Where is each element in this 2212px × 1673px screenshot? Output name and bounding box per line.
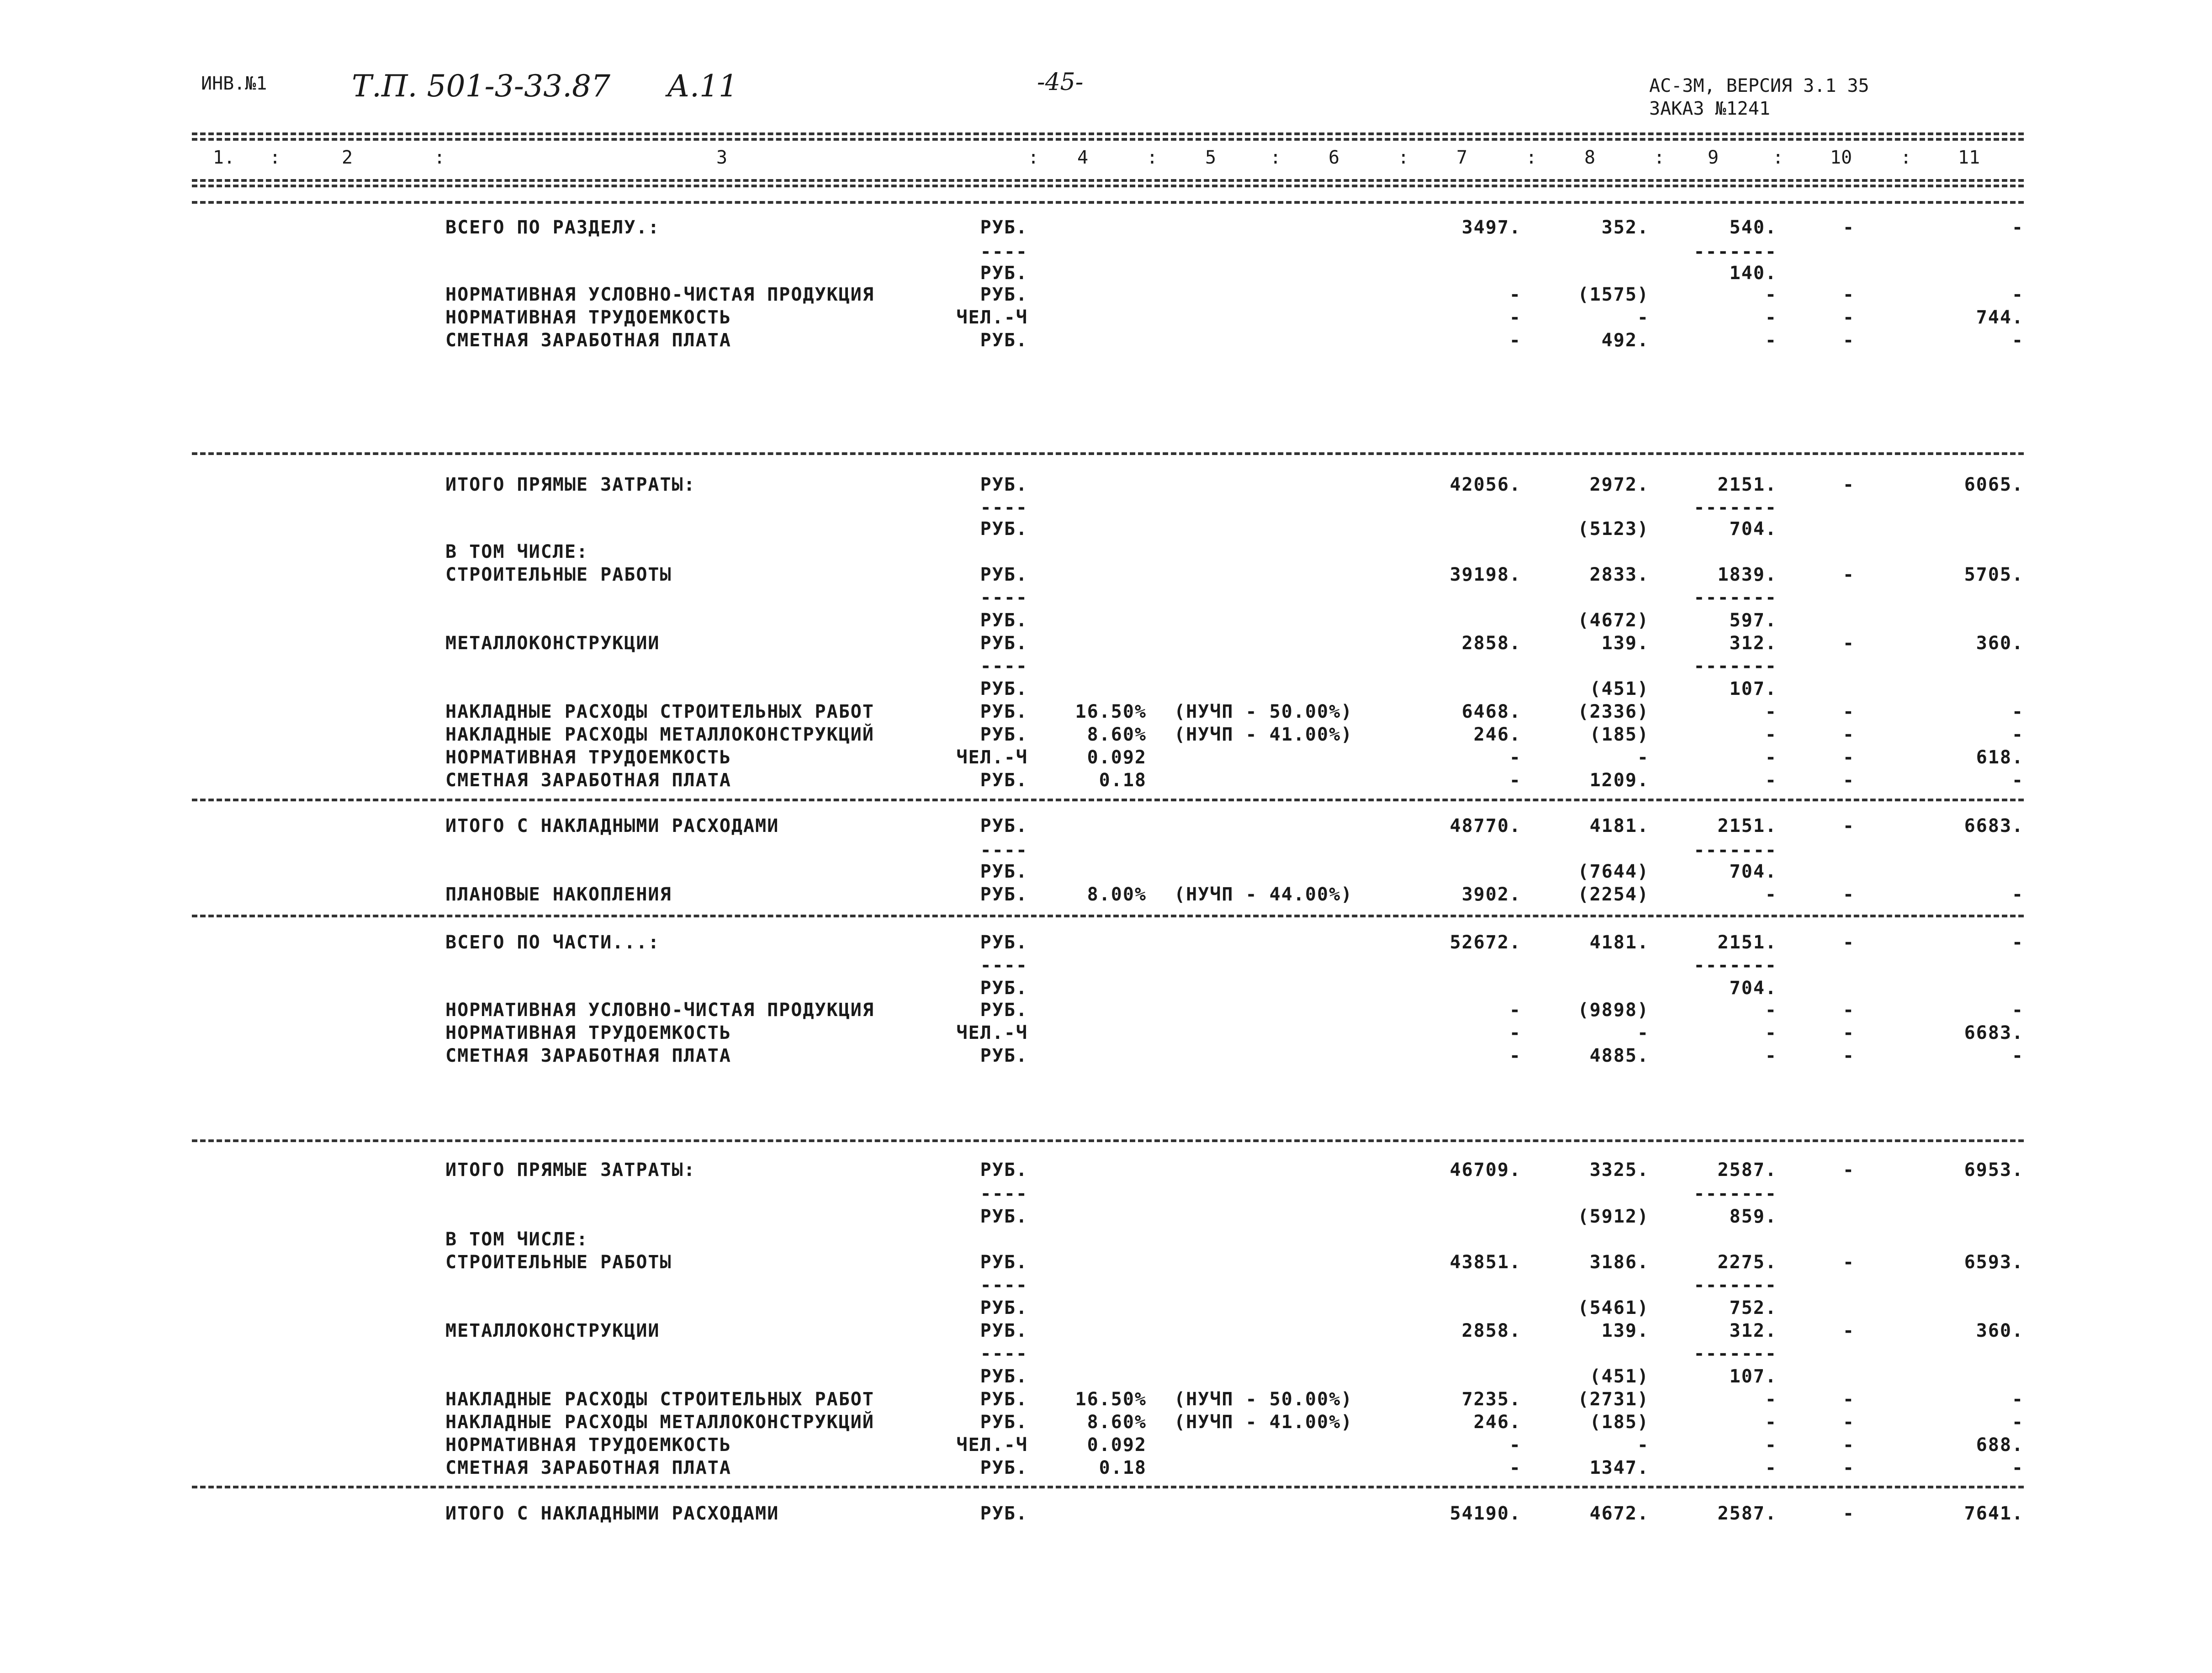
col8-cell: (185) [1589,724,1649,745]
column-separator: : [1398,147,1409,168]
col11-cell: - [2011,884,2024,905]
rate-cell: 0.18 [1099,1457,1147,1478]
header-bottom-rule-2 [192,185,2024,187]
col7-cell: - [1509,1000,1521,1021]
rate-cell: 16.50% [1075,1389,1147,1410]
unit-cell: РУБ. [980,1000,1028,1021]
row-name: ИТОГО С НАКЛАДНЫМИ РАСХОДАМИ [445,1503,779,1524]
col8-cell: - [1637,1022,1649,1043]
rate-cell: 8.60% [1087,1412,1147,1433]
unit-cell: РУБ. [980,770,1028,791]
unit-cell: ---- [980,497,1028,518]
column-header-3: 3 [716,147,728,168]
row-name: ИТОГО ПРЯМЫЕ ЗАТРАТЫ: [445,474,696,495]
column-separator: : [1654,147,1665,168]
col9-cell: 704. [1729,978,1777,999]
col8-cell: (4672) [1577,610,1649,631]
col9-cell: - [1765,1457,1777,1478]
row-name: НОРМАТИВНАЯ ТРУДОЕМКОСТЬ [445,1435,731,1456]
column-header-4: 4 [1077,147,1089,168]
col10-cell: - [1842,474,1855,495]
col9-cell: - [1765,1000,1777,1021]
unit-cell: ---- [980,840,1028,861]
col10-cell: - [1842,884,1855,905]
row-name: СМЕТНАЯ ЗАРАБОТНАЯ ПЛАТА [445,770,731,791]
row-name: НАКЛАДНЫЕ РАСХОДЫ СТРОИТЕЛЬНЫХ РАБОТ [445,1389,874,1410]
unit-cell: ---- [980,656,1028,677]
unit-cell: РУБ. [980,884,1028,905]
col11-cell: 6065. [1964,474,2024,495]
unit-cell: ---- [980,1183,1028,1204]
page-number: -45- [1037,69,1084,96]
row-name: СТРОИТЕЛЬНЫЕ РАБОТЫ [445,564,672,585]
col9-cell: ------- [1693,955,1777,976]
col8-cell: 2972. [1589,474,1649,495]
col9-cell: 2151. [1717,815,1777,836]
row-name: МЕТАЛЛОКОНСТРУКЦИИ [445,633,660,654]
col9-cell: ------- [1693,656,1777,677]
row-name: НОРМАТИВНАЯ ТРУДОЕМКОСТЬ [445,1022,731,1043]
column-separator: : [1028,147,1039,168]
col8-cell: (1575) [1577,284,1649,305]
col8-cell: 2833. [1589,564,1649,585]
col7-cell: 3902. [1461,884,1521,905]
row-name: СМЕТНАЯ ЗАРАБОТНАЯ ПЛАТА [445,1045,731,1066]
col7-cell: 2858. [1461,633,1521,654]
unit-cell: РУБ. [980,678,1028,699]
col9-cell: 2151. [1717,932,1777,953]
nuchp-cell: (НУЧП - 50.00%) [1174,1389,1353,1410]
row-name: ВСЕГО ПО РАЗДЕЛУ.: [445,217,660,238]
col11-cell: 360. [1976,1320,2024,1341]
col11-cell: 6683. [1964,1022,2024,1043]
col8-cell: - [1637,307,1649,328]
col11-cell: 688. [1976,1435,2024,1456]
col8-cell: - [1637,1435,1649,1456]
col7-cell: - [1509,1457,1521,1478]
col11-cell: - [2011,1045,2024,1066]
unit-cell: ---- [980,1275,1028,1296]
unit-cell: ---- [980,241,1028,262]
unit-cell: ЧЕЛ.-Ч [956,747,1028,768]
section-rule [192,799,2024,801]
unit-cell: РУБ. [980,724,1028,745]
unit-cell: ЧЕЛ.-Ч [956,1435,1028,1456]
unit-cell: РУБ. [980,978,1028,999]
project-code: Т.П. 501-3-33.87 [352,69,611,104]
unit-cell: РУБ. [980,1252,1028,1273]
col11-cell: 6683. [1964,815,2024,836]
col7-cell: 2858. [1461,1320,1521,1341]
col10-cell: - [1842,1412,1855,1433]
col9-cell: - [1765,1022,1777,1043]
col11-cell: - [2011,701,2024,722]
unit-cell: ---- [980,1343,1028,1364]
col7-cell: 39198. [1450,564,1521,585]
col8-cell: (185) [1589,1412,1649,1433]
col11-cell: - [2011,284,2024,305]
col8-cell: (2254) [1577,884,1649,905]
col9-cell: 312. [1729,1320,1777,1341]
col9-cell: 2275. [1717,1252,1777,1273]
col7-cell: 46709. [1450,1159,1521,1181]
col7-cell: 7235. [1461,1389,1521,1410]
col9-cell: - [1765,701,1777,722]
col9-cell: - [1765,1389,1777,1410]
col9-cell: - [1765,1435,1777,1456]
col9-cell: 312. [1729,633,1777,654]
column-header-1: 1. [212,147,235,168]
col9-cell: ------- [1693,1343,1777,1364]
column-separator: : [1773,147,1784,168]
system-version: АС-3М, ВЕРСИЯ 3.1 35 [1649,75,1869,96]
unit-cell: РУБ. [980,610,1028,631]
col8-cell: (2731) [1577,1389,1649,1410]
row-name: ИТОГО С НАКЛАДНЫМИ РАСХОДАМИ [445,815,779,836]
col9-cell: 2587. [1717,1503,1777,1524]
row-name: НОРМАТИВНАЯ УСЛОВНО-ЧИСТАЯ ПРОДУКЦИЯ [445,1000,874,1021]
col10-cell: - [1842,770,1855,791]
col9-cell: ------- [1693,497,1777,518]
row-name: В ТОМ ЧИСЛЕ: [445,541,588,562]
unit-cell: РУБ. [980,330,1028,351]
col8-cell: (5123) [1577,519,1649,540]
section-rule [192,915,2024,917]
col7-cell: - [1509,1045,1521,1066]
col7-cell: 54190. [1450,1503,1521,1524]
col10-cell: - [1842,1045,1855,1066]
section-rule [192,452,2024,455]
column-separator: : [270,147,281,168]
col8-cell: 492. [1601,330,1649,351]
row-name: НАКЛАДНЫЕ РАСХОДЫ МЕТАЛЛОКОНСТРУКЦИЙ [445,1412,874,1433]
col8-cell: 4885. [1589,1045,1649,1066]
col7-cell: 48770. [1450,815,1521,836]
col9-cell: - [1765,330,1777,351]
col7-cell: - [1509,1435,1521,1456]
col9-cell: - [1765,307,1777,328]
column-header-7: 7 [1456,147,1468,168]
col10-cell: - [1842,1435,1855,1456]
col11-cell: 618. [1976,747,2024,768]
column-separator: : [1270,147,1281,168]
section-rule [192,1139,2024,1142]
col9-cell: ------- [1693,241,1777,262]
col7-cell: 3497. [1461,217,1521,238]
col8-cell: (451) [1589,1366,1649,1387]
column-header-5: 5 [1205,147,1217,168]
row-name: НАКЛАДНЫЕ РАСХОДЫ СТРОИТЕЛЬНЫХ РАБОТ [445,701,874,722]
col7-cell: 6468. [1461,701,1521,722]
header-bottom-rule [192,179,2024,182]
rate-cell: 0.092 [1087,1435,1147,1456]
col10-cell: - [1842,701,1855,722]
col8-cell: (9898) [1577,1000,1649,1021]
nuchp-cell: (НУЧП - 41.00%) [1174,1412,1353,1433]
col10-cell: - [1842,932,1855,953]
column-header-10: 10 [1830,147,1852,168]
col9-cell: - [1765,724,1777,745]
col10-cell: - [1842,747,1855,768]
col8-cell: (451) [1589,678,1649,699]
unit-cell: РУБ. [980,701,1028,722]
col9-cell: ------- [1693,1275,1777,1296]
col9-cell: 140. [1729,263,1777,284]
unit-cell: РУБ. [980,633,1028,654]
nuchp-cell: (НУЧП - 50.00%) [1174,701,1353,722]
col7-cell: - [1509,284,1521,305]
col10-cell: - [1842,217,1855,238]
col10-cell: - [1842,815,1855,836]
row-name: НАКЛАДНЫЕ РАСХОДЫ МЕТАЛЛОКОНСТРУКЦИЙ [445,724,874,745]
unit-cell: ---- [980,955,1028,976]
unit-cell: РУБ. [980,519,1028,540]
column-header-8: 8 [1584,147,1596,168]
rate-cell: 16.50% [1075,701,1147,722]
nuchp-cell: (НУЧП - 44.00%) [1174,884,1353,905]
col10-cell: - [1842,633,1855,654]
col11-cell: 744. [1976,307,2024,328]
unit-cell: РУБ. [980,932,1028,953]
col11-cell: 360. [1976,633,2024,654]
col7-cell: - [1509,330,1521,351]
rate-cell: 8.60% [1087,724,1147,745]
col8-cell: 4181. [1589,932,1649,953]
col11-cell: - [2011,1412,2024,1433]
col8-cell: 139. [1601,633,1649,654]
unit-cell: РУБ. [980,1206,1028,1227]
row-name: СМЕТНАЯ ЗАРАБОТНАЯ ПЛАТА [445,1457,731,1478]
col10-cell: - [1842,1000,1855,1021]
col10-cell: - [1842,724,1855,745]
col11-cell: - [2011,770,2024,791]
col11-cell: - [2011,217,2024,238]
section-rule [192,201,2024,204]
col9-cell: - [1765,770,1777,791]
col7-cell: - [1509,307,1521,328]
inventory-number: ИНВ.№1 [201,73,267,94]
unit-cell: РУБ. [980,1320,1028,1341]
col10-cell: - [1842,1503,1855,1524]
row-name: НОРМАТИВНАЯ ТРУДОЕМКОСТЬ [445,747,731,768]
unit-cell: РУБ. [980,474,1028,495]
col9-cell: 704. [1729,861,1777,882]
header-top-rule [192,132,2024,135]
unit-cell: РУБ. [980,1297,1028,1318]
row-name: НОРМАТИВНАЯ УСЛОВНО-ЧИСТАЯ ПРОДУКЦИЯ [445,284,874,305]
col10-cell: - [1842,1159,1855,1181]
col7-cell: 246. [1473,724,1521,745]
unit-cell: РУБ. [980,1389,1028,1410]
column-header-6: 6 [1328,147,1340,168]
col7-cell: - [1509,1022,1521,1043]
row-name: ПЛАНОВЫЕ НАКОПЛЕНИЯ [445,884,672,905]
unit-cell: РУБ. [980,1366,1028,1387]
col9-cell: 2151. [1717,474,1777,495]
col10-cell: - [1842,1022,1855,1043]
col9-cell: - [1765,1412,1777,1433]
album-number: А.11 [667,69,738,104]
col8-cell: - [1637,747,1649,768]
unit-cell: РУБ. [980,1159,1028,1181]
row-name: ИТОГО ПРЯМЫЕ ЗАТРАТЫ: [445,1159,696,1181]
col9-cell: ------- [1693,587,1777,608]
nuchp-cell: (НУЧП - 41.00%) [1174,724,1353,745]
unit-cell: РУБ. [980,1457,1028,1478]
col9-cell: ------- [1693,840,1777,861]
unit-cell: ЧЕЛ.-Ч [956,1022,1028,1043]
column-header-11: 11 [1958,147,1980,168]
col9-cell: 2587. [1717,1159,1777,1181]
col11-cell: - [2011,724,2024,745]
unit-cell: РУБ. [980,815,1028,836]
col8-cell: (2336) [1577,701,1649,722]
col9-cell: - [1765,1045,1777,1066]
col10-cell: - [1842,330,1855,351]
unit-cell: РУБ. [980,1045,1028,1066]
col10-cell: - [1842,1457,1855,1478]
col11-cell: 5705. [1964,564,2024,585]
rate-cell: 8.00% [1087,884,1147,905]
col10-cell: - [1842,284,1855,305]
col11-cell: - [2011,1389,2024,1410]
col10-cell: - [1842,1252,1855,1273]
unit-cell: РУБ. [980,1503,1028,1524]
col8-cell: (5461) [1577,1297,1649,1318]
col11-cell: - [2011,932,2024,953]
col8-cell: 4181. [1589,815,1649,836]
row-name: В ТОМ ЧИСЛЕ: [445,1229,588,1250]
row-name: МЕТАЛЛОКОНСТРУКЦИИ [445,1320,660,1341]
col7-cell: 246. [1473,1412,1521,1433]
col7-cell: 42056. [1450,474,1521,495]
col10-cell: - [1842,564,1855,585]
column-separator: : [434,147,445,168]
unit-cell: РУБ. [980,861,1028,882]
col9-cell: 704. [1729,519,1777,540]
col9-cell: 107. [1729,1366,1777,1387]
header-top-rule-2 [192,138,2024,141]
col9-cell: - [1765,884,1777,905]
col9-cell: - [1765,747,1777,768]
column-separator: : [1526,147,1537,168]
unit-cell: РУБ. [980,1412,1028,1433]
col9-cell: 107. [1729,678,1777,699]
col11-cell: 6953. [1964,1159,2024,1181]
column-separator: : [1900,147,1912,168]
unit-cell: РУБ. [980,284,1028,305]
col9-cell: 859. [1729,1206,1777,1227]
unit-cell: РУБ. [980,263,1028,284]
unit-cell: РУБ. [980,564,1028,585]
row-name: СТРОИТЕЛЬНЫЕ РАБОТЫ [445,1252,672,1273]
section-rule [192,1486,2024,1488]
col8-cell: (7644) [1577,861,1649,882]
unit-cell: ЧЕЛ.-Ч [956,307,1028,328]
col9-cell: 540. [1729,217,1777,238]
rate-cell: 0.18 [1099,770,1147,791]
rate-cell: 0.092 [1087,747,1147,768]
col9-cell: 752. [1729,1297,1777,1318]
column-header-9: 9 [1707,147,1719,168]
col11-cell: - [2011,330,2024,351]
col10-cell: - [1842,307,1855,328]
column-header-2: 2 [341,147,353,168]
col9-cell: 597. [1729,610,1777,631]
row-name: ВСЕГО ПО ЧАСТИ...: [445,932,660,953]
col8-cell: 3186. [1589,1252,1649,1273]
col8-cell: 352. [1601,217,1649,238]
col11-cell: 6593. [1964,1252,2024,1273]
col9-cell: ------- [1693,1183,1777,1204]
order-number: ЗАКАЗ №1241 [1649,98,1770,119]
col8-cell: 1209. [1589,770,1649,791]
col11-cell: 7641. [1964,1503,2024,1524]
col8-cell: 4672. [1589,1503,1649,1524]
col10-cell: - [1842,1320,1855,1341]
col9-cell: 1839. [1717,564,1777,585]
row-name: НОРМАТИВНАЯ ТРУДОЕМКОСТЬ [445,307,731,328]
col8-cell: (5912) [1577,1206,1649,1227]
row-name: СМЕТНАЯ ЗАРАБОТНАЯ ПЛАТА [445,330,731,351]
col7-cell: 52672. [1450,932,1521,953]
col8-cell: 3325. [1589,1159,1649,1181]
unit-cell: ---- [980,587,1028,608]
col11-cell: - [2011,1000,2024,1021]
col10-cell: - [1842,1389,1855,1410]
col8-cell: 139. [1601,1320,1649,1341]
unit-cell: РУБ. [980,217,1028,238]
col9-cell: - [1765,284,1777,305]
col7-cell: - [1509,770,1521,791]
col11-cell: - [2011,1457,2024,1478]
col8-cell: 1347. [1589,1457,1649,1478]
col7-cell: - [1509,747,1521,768]
column-separator: : [1147,147,1158,168]
col7-cell: 43851. [1450,1252,1521,1273]
